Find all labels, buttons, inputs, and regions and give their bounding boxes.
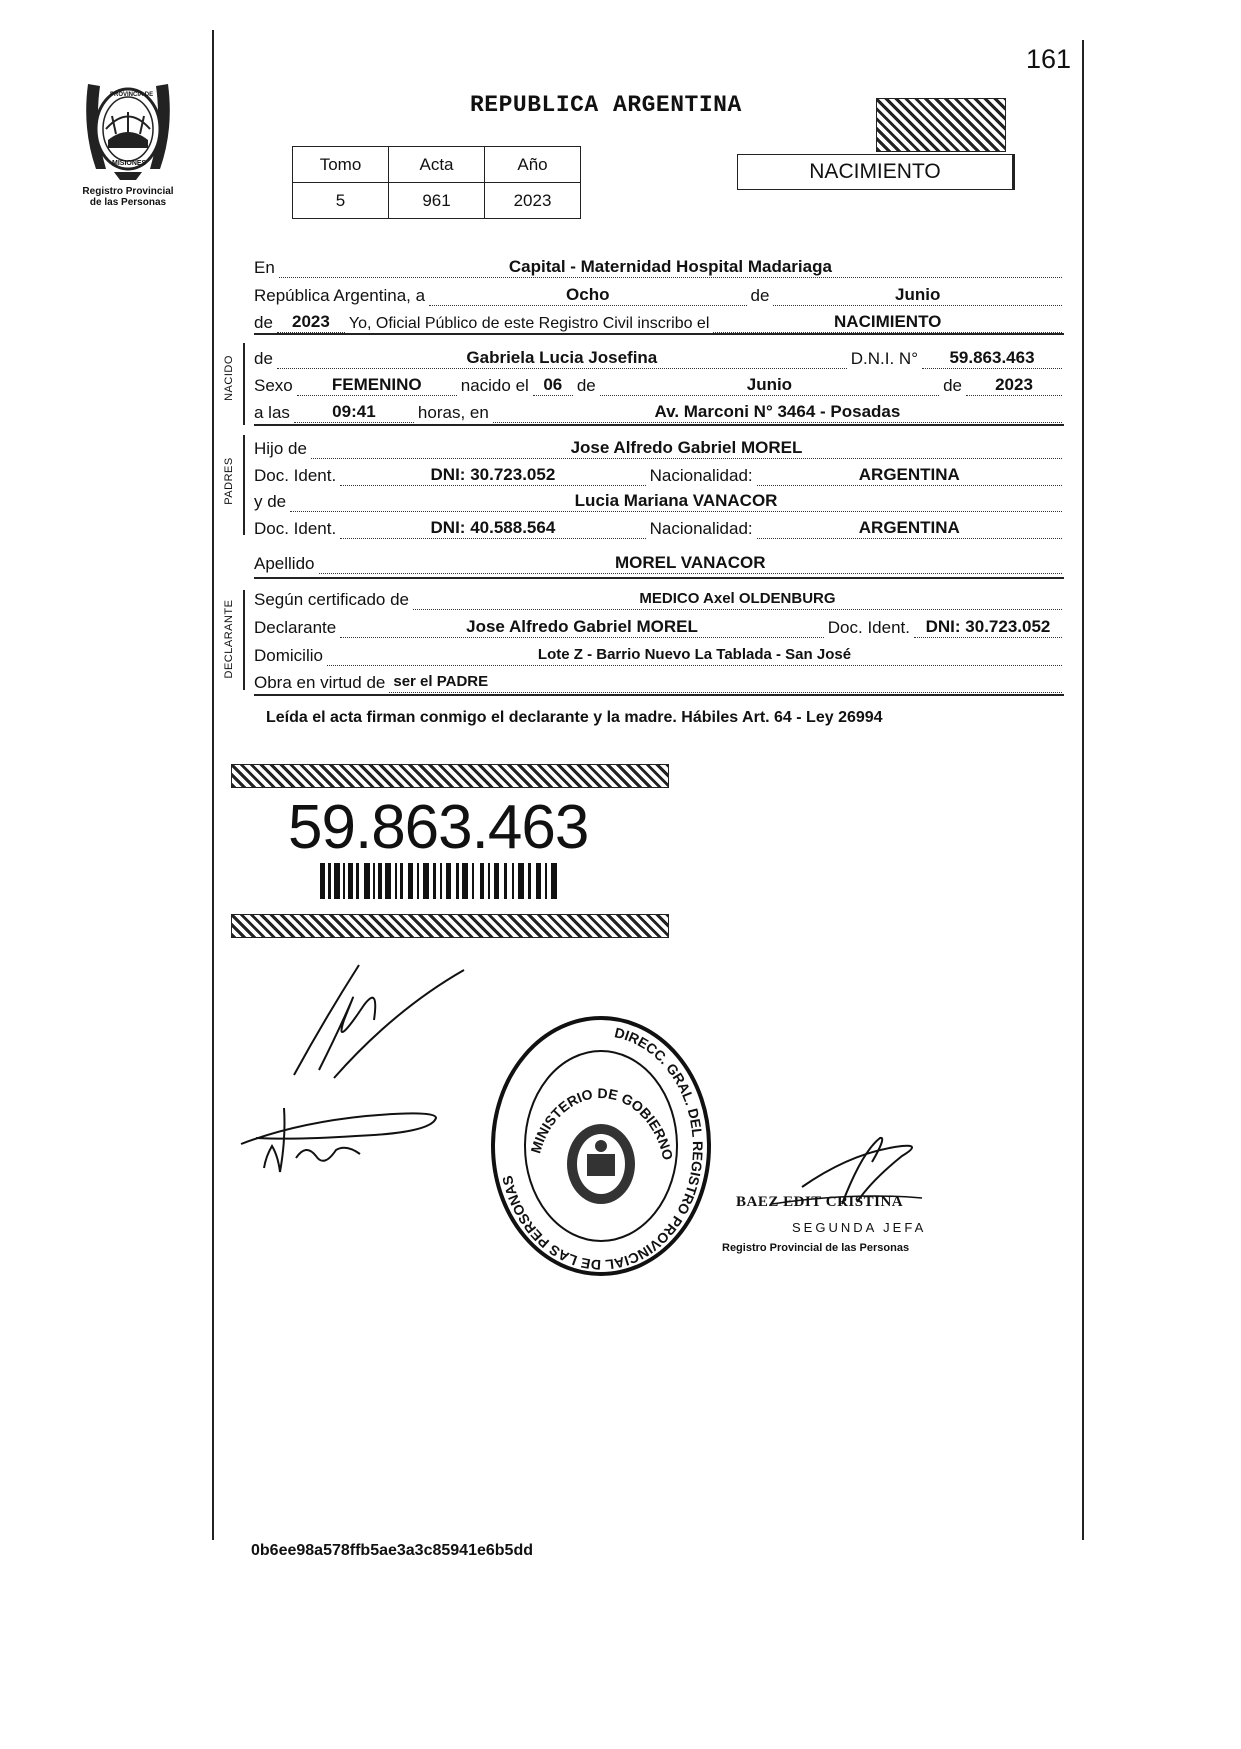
label-doc-father: Doc. Ident. xyxy=(254,466,337,485)
label-a-las: a las xyxy=(254,403,290,422)
row-certificado xyxy=(254,584,1062,610)
barcode xyxy=(320,863,560,899)
label-obra: Obra en virtud de xyxy=(254,673,386,692)
padres-section-label: PADRES xyxy=(223,457,235,505)
mother-signature xyxy=(236,1098,446,1178)
label-nacionalidad-father: Nacionalidad: xyxy=(649,466,753,485)
stamp-outer-text: DIRECC. GRAL. DEL REGISTRO PROVINCIAL DE LAS PERSONAS xyxy=(498,1024,707,1274)
value-certificado: MEDICO Axel OLDENBURG xyxy=(413,589,1062,610)
label-de-birthyear: de xyxy=(943,376,962,395)
label-nacido-el: nacido el xyxy=(460,376,529,395)
value-day: Ocho xyxy=(429,285,746,306)
row-place xyxy=(254,252,1062,278)
value-declarante-doc: DNI: 30.723.052 xyxy=(914,617,1062,638)
row-mother-doc xyxy=(254,513,1062,539)
official-organization: Registro Provincial de las Personas xyxy=(722,1242,910,1254)
value-father-nationality: ARGENTINA xyxy=(757,465,1062,486)
logo-caption xyxy=(56,186,200,208)
value-mother-nationality: ARGENTINA xyxy=(757,518,1062,539)
label-horas: horas, en xyxy=(417,403,489,422)
value-birth-place: Av. Marconi N° 3464 - Posadas xyxy=(493,402,1062,423)
label-declarante: Declarante xyxy=(254,618,337,637)
official-role: SEGUNDA JEFA xyxy=(792,1220,927,1235)
row-date xyxy=(254,280,1062,306)
row-father xyxy=(254,433,1062,459)
label-doc-declarante: Doc. Ident. xyxy=(827,618,910,637)
value-mother-name: Lucia Mariana VANACOR xyxy=(290,491,1062,512)
security-pattern-lower xyxy=(231,914,669,938)
stamp-inner-text: MINISTERIO DE GOBIERNO xyxy=(527,1084,677,1162)
value-declarante-name: Jose Alfredo Gabriel MOREL xyxy=(340,617,824,638)
official-stamp xyxy=(488,1014,714,1278)
legal-text: Leída el acta firman conmigo el declarante y la madre. Hábiles Art. 64 - Ley 26994 xyxy=(266,709,883,726)
section-divider xyxy=(254,577,1064,579)
label-certificado: Según certificado de xyxy=(254,590,409,609)
page-title: REPUBLICA ARGENTINA xyxy=(470,92,742,118)
logo-caption-line2: de las Personas xyxy=(89,197,167,208)
value-apellido: MOREL VANACOR xyxy=(319,553,1063,574)
table-header-anio: Año xyxy=(485,147,581,183)
table-cell-acta: 961 xyxy=(389,183,485,219)
value-birth-month: Junio xyxy=(600,375,939,396)
row-obra xyxy=(254,667,1062,693)
table-row xyxy=(293,183,581,219)
label-de-year: de xyxy=(254,313,273,332)
row-mother xyxy=(254,486,1062,512)
row-apellido xyxy=(254,548,1062,574)
security-pattern-top xyxy=(876,98,1006,152)
value-sex: FEMENINO xyxy=(297,375,457,396)
row-nacido-sex xyxy=(254,370,1062,396)
value-event: NACIMIENTO xyxy=(713,312,1062,333)
row-nacido-name xyxy=(254,343,1062,369)
row-declarante xyxy=(254,612,1062,638)
value-month: Junio xyxy=(773,285,1062,306)
declarante-section-label: DECLARANTE xyxy=(223,599,235,679)
document-hash: 0b6ee98a578ffb5ae3a3c85941e6b5dd xyxy=(251,1542,533,1559)
id-number: 59.863.463 xyxy=(288,793,589,862)
section-divider xyxy=(254,424,1064,426)
label-republica: República Argentina, a xyxy=(254,286,426,305)
label-hijo-de: Hijo de xyxy=(254,439,307,458)
value-place: Capital - Maternidad Hospital Madariaga xyxy=(279,257,1062,278)
table-cell-tomo: 5 xyxy=(293,183,389,219)
value-domicilio: Lote Z - Barrio Nuevo La Tablada - San José xyxy=(327,645,1062,666)
value-child-dni: 59.863.463 xyxy=(922,348,1062,369)
row-father-doc xyxy=(254,460,1062,486)
logo-bottom-text: MISIONES xyxy=(112,160,147,167)
section-divider xyxy=(254,333,1064,335)
stamp-emblem xyxy=(567,1124,635,1204)
page-number: 161 xyxy=(1026,44,1072,74)
registry-table xyxy=(292,146,581,219)
value-obra: ser el PADRE xyxy=(389,672,1062,693)
value-birth-time: 09:41 xyxy=(294,402,414,423)
declarante-bar xyxy=(243,590,245,690)
label-de-name: de xyxy=(254,349,273,368)
value-child-name: Gabriela Lucia Josefina xyxy=(277,348,847,369)
table-header-tomo: Tomo xyxy=(293,147,389,183)
right-margin-line xyxy=(1082,40,1084,1540)
logo-top-text: PROVINCIA DE xyxy=(110,92,154,98)
label-inscribo: Yo, Oficial Público de este Registro Civil inscribo el xyxy=(348,315,710,332)
document-type-box: NACIMIENTO xyxy=(737,154,1015,190)
label-en: En xyxy=(254,258,275,277)
label-domicilio: Domicilio xyxy=(254,646,323,665)
label-de-month: de xyxy=(576,376,596,395)
row-domicilio xyxy=(254,640,1062,666)
label-dni: D.N.I. N° xyxy=(850,349,918,368)
label-doc-mother: Doc. Ident. xyxy=(254,519,337,538)
province-logo xyxy=(76,74,180,184)
value-father-doc: DNI: 30.723.052 xyxy=(340,465,645,486)
label-de: de xyxy=(750,286,770,305)
official-name: BAEZ EDIT CRISTINA xyxy=(736,1194,904,1210)
value-birth-year: 2023 xyxy=(966,375,1062,396)
declarante-signature xyxy=(264,960,484,1080)
row-inscribo xyxy=(254,307,1062,333)
label-sexo: Sexo xyxy=(254,376,293,395)
value-year: 2023 xyxy=(277,312,345,333)
label-y-de: y de xyxy=(254,492,287,511)
padres-bar xyxy=(243,435,245,535)
label-apellido: Apellido xyxy=(254,554,315,573)
label-nacionalidad-mother: Nacionalidad: xyxy=(649,519,753,538)
value-mother-doc: DNI: 40.588.564 xyxy=(340,518,645,539)
logo-caption-line1: Registro Provincial xyxy=(82,186,174,197)
section-divider xyxy=(254,694,1064,696)
nacido-bar xyxy=(243,343,245,425)
value-father-name: Jose Alfredo Gabriel MOREL xyxy=(311,438,1062,459)
value-birth-day: 06 xyxy=(533,375,573,396)
security-pattern-upper xyxy=(231,764,669,788)
nacido-section-label: NACIDO xyxy=(223,355,235,401)
left-margin-line xyxy=(212,30,214,1540)
table-cell-anio: 2023 xyxy=(485,183,581,219)
table-header-acta: Acta xyxy=(389,147,485,183)
row-nacido-time xyxy=(254,397,1062,423)
table-header-row xyxy=(293,147,581,183)
